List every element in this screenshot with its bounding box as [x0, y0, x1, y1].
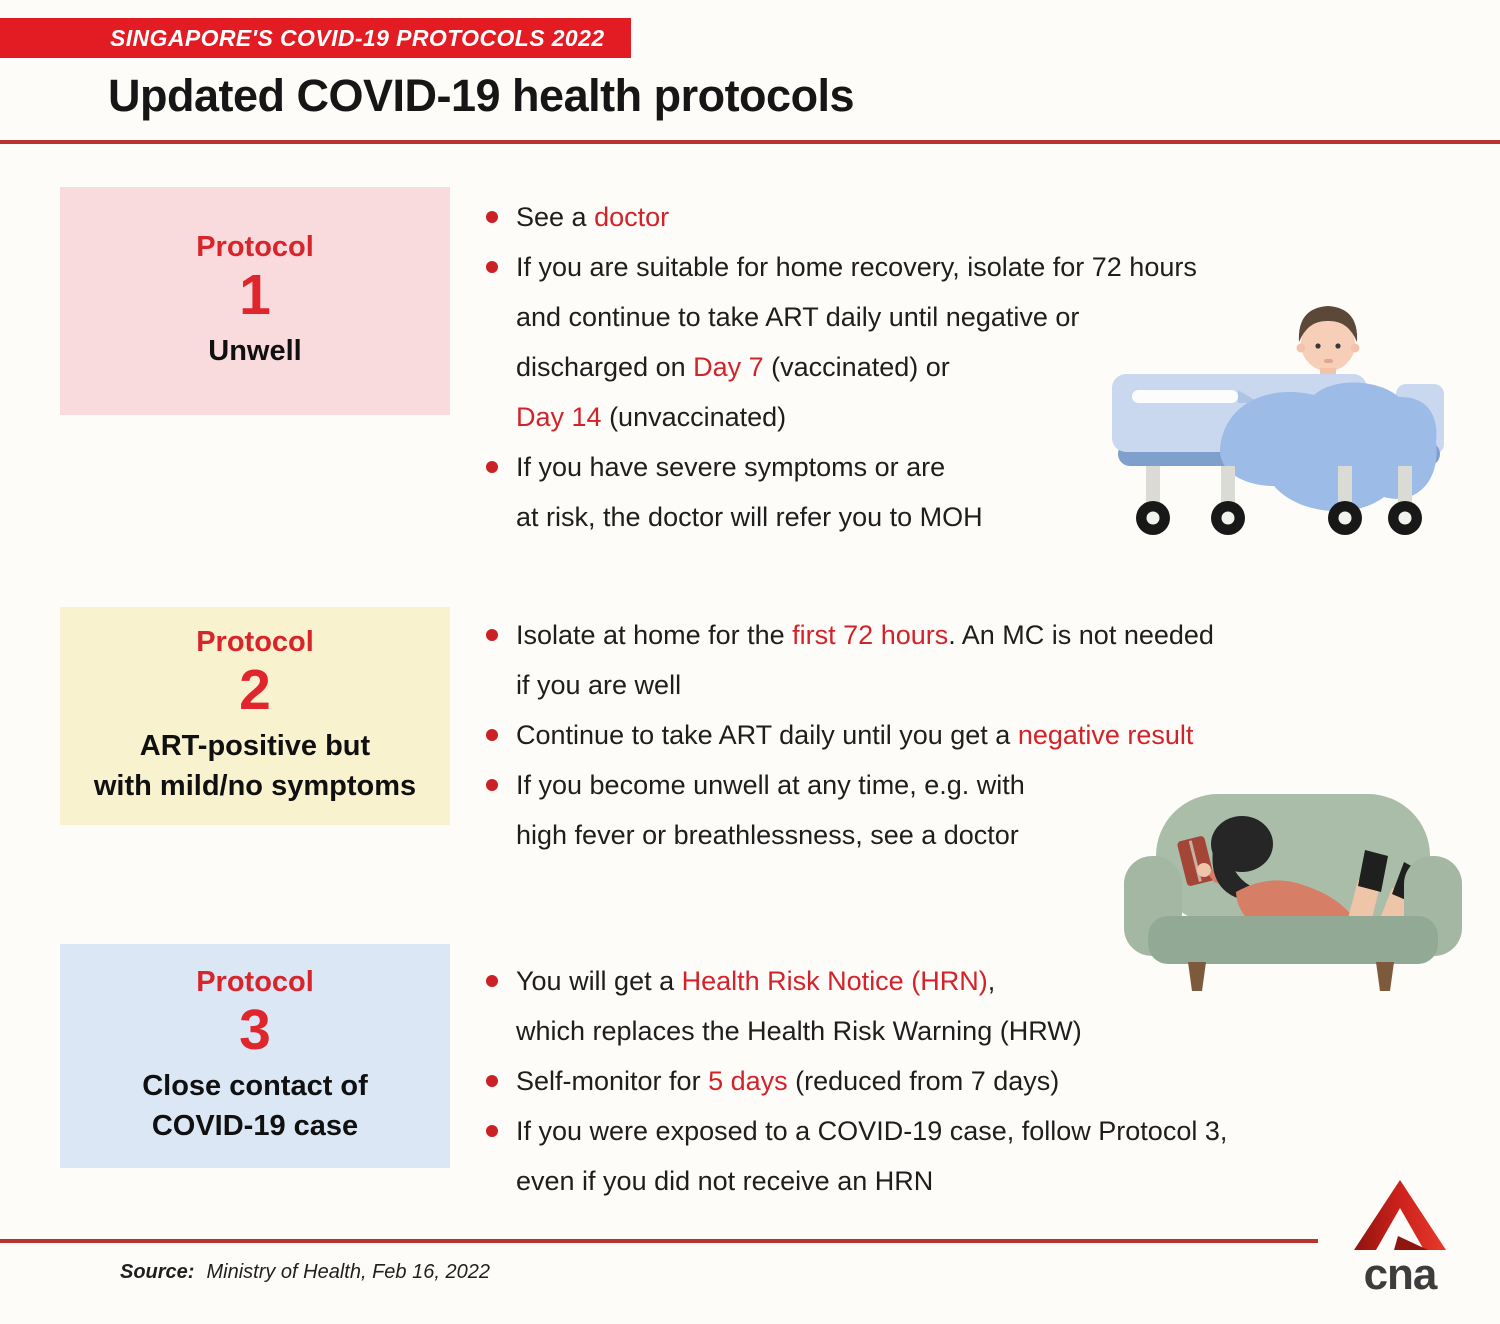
protocol-3-card — [60, 944, 450, 1168]
protocol-1-subtitle: Unwell — [208, 335, 302, 368]
protocol-1-card — [60, 187, 450, 415]
bullet-item — [486, 710, 1214, 760]
source-text: Ministry of Health, Feb 16, 2022 — [206, 1261, 490, 1283]
bullet-text: See a doctor — [516, 202, 670, 232]
bullet-item — [486, 1106, 1227, 1206]
bullet-dot-icon — [486, 975, 498, 987]
patient-in-hospital-bed-illustration — [1100, 292, 1455, 540]
bullet-dot-icon — [486, 779, 498, 791]
bullet-dot-icon — [486, 261, 498, 273]
bullet-item — [486, 242, 1197, 442]
source-line — [120, 1261, 490, 1284]
protocol-3-label: Protocol — [196, 965, 314, 998]
banner-text: SINGAPORE'S COVID-19 PROTOCOLS 2022 — [110, 24, 605, 51]
bullet-dot-icon — [486, 729, 498, 741]
bullet-dot-icon — [486, 1125, 498, 1137]
protocol-2-card — [60, 607, 450, 825]
protocol-3-bullets — [486, 956, 1227, 1206]
protocol-3-subtitle: Close contact of COVID-19 case — [142, 1070, 368, 1143]
cna-logo-mark — [1354, 1180, 1446, 1250]
bullet-item — [486, 192, 1197, 242]
protocol-1-label: Protocol — [196, 230, 314, 263]
bullet-item — [486, 760, 1214, 860]
bullet-dot-icon — [486, 211, 498, 223]
bullet-item — [486, 610, 1214, 710]
protocol-3-number: 3 — [239, 997, 271, 1062]
protocol-1-bullets — [486, 192, 1197, 542]
protocol-2-label: Protocol — [196, 625, 314, 658]
protocol-2-bullets — [486, 610, 1214, 860]
bullet-text: Self-monitor for 5 days (reduced from 7 days) — [516, 1066, 1060, 1096]
top-divider — [0, 140, 1500, 144]
bullet-text: Continue to take ART daily until you get a negative result — [516, 720, 1194, 750]
page-title: Updated COVID-19 health protocols — [108, 70, 855, 121]
bullet-item — [486, 956, 1227, 1056]
cna-logo-text: cna — [1363, 1250, 1437, 1296]
cna-logo — [1348, 1178, 1452, 1296]
header-banner — [0, 18, 631, 58]
bullet-item — [486, 442, 1197, 542]
bullet-text: If you become unwell at any time, e.g. with high fever or breathlessness, see a doctor — [516, 770, 1025, 850]
bullet-dot-icon — [486, 1075, 498, 1087]
protocol-1-number: 1 — [239, 262, 271, 327]
protocol-2-subtitle: ART-positive but with mild/no symptoms — [93, 730, 417, 803]
bottom-divider — [0, 1239, 1318, 1243]
bullet-item — [486, 1056, 1227, 1106]
bullet-text: If you are suitable for home recovery, isolate for 72 hours and continue to take ART daily until negative or discharged on Day 7 (vaccinated) or Day 14 (unvaccinated) — [516, 252, 1197, 432]
bullet-text: Isolate at home for the first 72 hours. An MC is not needed if you are well — [516, 620, 1214, 700]
source-label: Source: — [120, 1261, 195, 1283]
bullet-text: If you have severe symptoms or are at risk, the doctor will refer you to MOH — [516, 452, 983, 532]
bullet-text: You will get a Health Risk Notice (HRN), which replaces the Health Risk Warning (HRW) — [516, 966, 1082, 1046]
bullet-dot-icon — [486, 461, 498, 473]
bullet-dot-icon — [486, 629, 498, 641]
protocol-2-number: 2 — [239, 657, 271, 722]
bullet-text: If you were exposed to a COVID-19 case, follow Protocol 3, even if you did not receive an HRN — [516, 1116, 1228, 1196]
